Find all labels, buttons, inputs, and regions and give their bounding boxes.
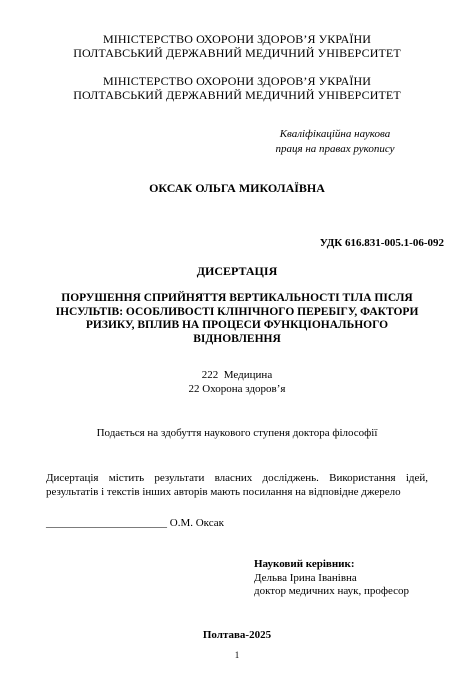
document-type: ДИСЕРТАЦІЯ	[196, 264, 278, 278]
topic-line-2: ІНСУЛЬТІВ: ОСОБЛИВОСТІ КЛІНІЧНОГО ПЕРЕБІГУ, ФАКТОРИ	[55, 305, 419, 318]
supervisor-title: доктор медичних наук, професор	[254, 585, 410, 597]
author-name: ОКСАК ОЛЬГА МИКОЛАЇВНА	[149, 181, 325, 195]
page-number: 1	[234, 650, 240, 660]
ministry-name: МІНІСТЕРСТВО ОХОРОНИ ЗДОРОВ’Я УКРАЇНИ	[102, 32, 372, 46]
city-year: Полтава-2025	[202, 629, 272, 641]
signature-blank: ______________________	[46, 517, 167, 529]
topic-line-3: РИЗИКУ, ВПЛИВ НА ПРОЦЕСИ ФУНКЦІОНАЛЬНОГО	[85, 319, 389, 331]
degree-statement: Подається на здобуття наукового ступеня доктора філософії	[96, 427, 378, 439]
supervisor-block	[254, 558, 409, 599]
originality-declaration: Дисертація містить результати власних досліджень. Використання ідей, результатів і текстів інших авторів мають посилання на відповідне джерело	[46, 472, 428, 498]
topic-line-1: ПОРУШЕННЯ СПРИЙНЯТТЯ ВЕРТИКАЛЬНОСТІ ТІЛА ПІСЛЯ	[61, 292, 413, 304]
specialty-line-1: 222 Медицина	[201, 369, 273, 381]
university-name: ПОЛТАВСЬКИЙ ДЕРЖАВНИЙ МЕДИЧНИЙ УНІВЕРСИТЕТ	[73, 46, 401, 60]
specialty-line-2: 22 Охорона здоров’я	[188, 382, 286, 395]
signature-line	[46, 516, 224, 530]
supervisor-name: Дельва Ірина Іванівна	[254, 571, 357, 584]
ministry-name: МІНІСТЕРСТВО ОХОРОНИ ЗДОРОВ’Я УКРАЇНИ	[102, 74, 372, 88]
topic-line-4: ВІДНОВЛЕННЯ	[193, 332, 281, 345]
signature-name: О.М. Оксак	[169, 517, 224, 529]
university-name: ПОЛТАВСЬКИЙ ДЕРЖАВНИЙ МЕДИЧНИЙ УНІВЕРСИТЕТ	[73, 88, 401, 102]
qualification-line-1: Кваліфікаційна наукова	[279, 128, 391, 140]
udk-code: УДК 616.831-005.1-06-092	[319, 237, 444, 249]
qualification-line-2: праця на правах рукопису	[275, 143, 395, 155]
specialty-block	[0, 369, 474, 396]
header-block-1	[0, 32, 474, 60]
header-block-2	[0, 74, 474, 102]
supervisor-heading: Науковий керівник:	[254, 558, 355, 570]
dissertation-topic	[46, 292, 428, 346]
qualification-note	[255, 127, 415, 157]
